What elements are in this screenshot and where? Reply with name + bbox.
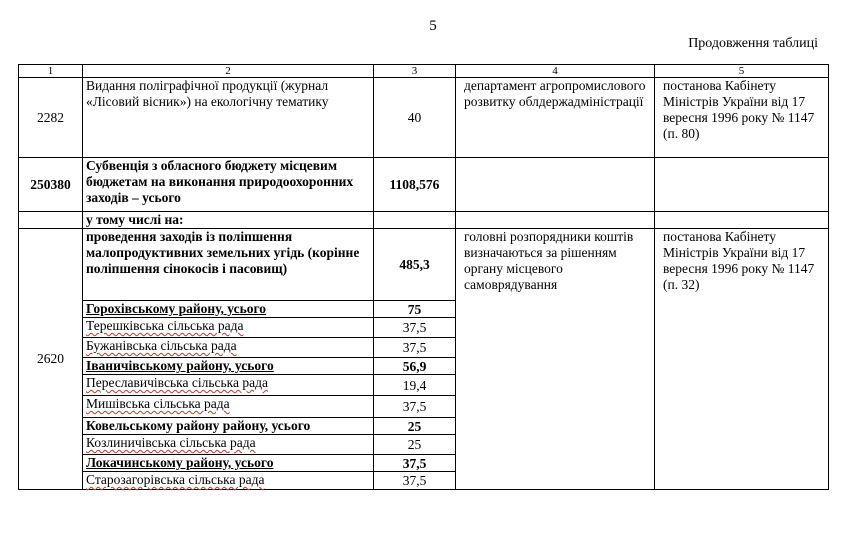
column-number: 3: [374, 65, 456, 78]
amount-cell: 25: [374, 435, 456, 455]
amount-cell: [374, 212, 456, 229]
council-name: Козлиничівська сільська рада: [83, 435, 374, 455]
continuation-label: Продовження таблиці: [688, 36, 818, 51]
table-row: [19, 158, 829, 212]
amount-cell: 37,5: [374, 338, 456, 358]
council-name: Мишівська сільська рада: [83, 396, 374, 418]
amount-cell: 19,4: [374, 375, 456, 396]
amount-cell: 485,3: [374, 229, 456, 301]
district-name: Ковельському району району, усього: [83, 418, 374, 435]
budget-table: [18, 64, 829, 490]
amount-cell: 37,5: [374, 472, 456, 490]
table-row: [19, 78, 829, 158]
district-name: Горохівському району, усього: [83, 301, 374, 318]
council-name: Переславичівська сільська рада: [83, 375, 374, 396]
manager-cell: [456, 212, 655, 229]
manager-cell: головні розпорядники коштів визначаються за рішенням органу місцевого самоврядування: [456, 229, 655, 490]
legal-basis-cell: [655, 158, 829, 212]
page-number: 5: [429, 18, 437, 34]
amount-cell: 1108,576: [374, 158, 456, 212]
amount-cell: 75: [374, 301, 456, 318]
table-row: [19, 212, 829, 229]
description-cell: проведення заходів із поліпшення малопродуктивних земельних угідь (корінне поліпшення сінокосів і пасовищ): [83, 229, 374, 301]
legal-basis-cell: постанова Кабінету Міністрів України від 17 вересня 1996 року № 1147 (п. 80): [655, 78, 829, 158]
description-cell: Субвенція з обласного бюджету місцевим бюджетам на виконання природоохоронних заходів – усього: [83, 158, 374, 212]
amount-cell: 37,5: [374, 318, 456, 338]
code-cell: [19, 212, 83, 229]
column-number-row: [19, 65, 829, 78]
council-name: Старозагорівська сільська рада: [83, 472, 374, 490]
column-number: 1: [19, 65, 83, 78]
manager-cell: департамент агропромислового розвитку облдержадміністрації: [456, 78, 655, 158]
including-label: у тому числі на:: [83, 212, 374, 229]
column-number: 4: [456, 65, 655, 78]
column-number: 2: [83, 65, 374, 78]
amount-cell: 25: [374, 418, 456, 435]
amount-cell: 37,5: [374, 455, 456, 472]
council-name: Терешківська сільська рада: [83, 318, 374, 338]
amount-cell: 56,9: [374, 358, 456, 375]
code-cell: 2620: [19, 229, 83, 490]
code-cell: 250380: [19, 158, 83, 212]
amount-cell: 40: [374, 78, 456, 158]
legal-basis-cell: [655, 212, 829, 229]
table-row: [19, 229, 829, 301]
manager-cell: [456, 158, 655, 212]
council-name: Бужанівська сільська рада: [83, 338, 374, 358]
description-cell: Видання поліграфічної продукції (журнал «Лісовий вісник») на екологічну тематику: [83, 78, 374, 158]
code-cell: 2282: [19, 78, 83, 158]
amount-cell: 37,5: [374, 396, 456, 418]
district-name: Локачинському району, усього: [83, 455, 374, 472]
district-name: Іваничівському району, усього: [83, 358, 374, 375]
legal-basis-cell: постанова Кабінету Міністрів України від 17 вересня 1996 року № 1147 (п. 32): [655, 229, 829, 490]
column-number: 5: [655, 65, 829, 78]
